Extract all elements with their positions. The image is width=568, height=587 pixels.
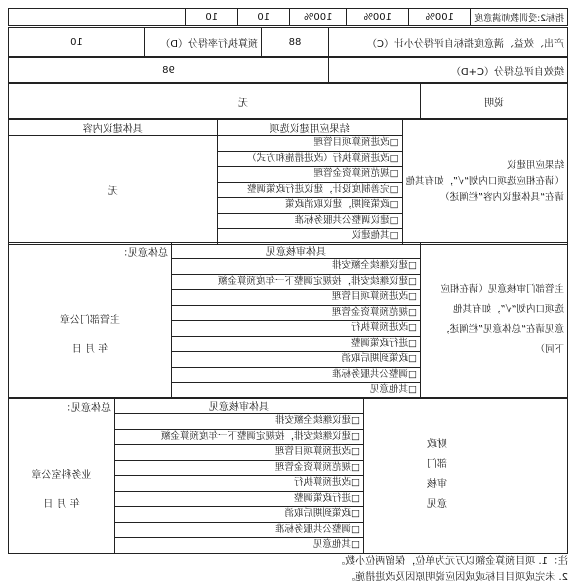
note-line: 2. 未完成项目目标或成因应说明原因及改进措施。: [345, 572, 568, 583]
finance-title-line: 财政: [427, 439, 447, 451]
dept-option[interactable]: □改进预算项目管理: [172, 290, 420, 306]
suggestion-option[interactable]: □建议调整公共服务标准: [218, 214, 402, 230]
finance-overall-cell: [9, 398, 115, 554]
explanation-label: 说明: [421, 84, 568, 119]
dept-option[interactable]: □规范预算资金管理: [172, 306, 420, 322]
suggestion-section: [8, 119, 568, 245]
top-row-cell: 100%: [409, 9, 471, 26]
dept-title-line: 主管部门审核意见（请在相应: [440, 284, 564, 296]
top-row-cell: 100%: [290, 9, 347, 26]
dept-title-line: 选项口内划“√”，如有其他: [453, 304, 564, 316]
suggestion-option[interactable]: □政策到期，建议取消政策: [218, 198, 402, 214]
budget-score-value: 10: [9, 28, 145, 57]
finance-option[interactable]: □规范预算资金管理: [115, 461, 363, 477]
dept-option[interactable]: □其他意见: [370, 384, 417, 395]
dept-title-line: 意见请在“总体意见”栏阐述，: [440, 324, 564, 336]
top-row-cell: 10: [238, 9, 290, 26]
dept-overall-label: 总体意见：: [118, 248, 168, 259]
finance-option[interactable]: □调整公共服务标准: [115, 523, 363, 539]
dept-seal: 主管部门公章: [60, 315, 120, 326]
dept-title-line: 下同）: [535, 344, 564, 356]
subtotal-value: 88: [262, 28, 329, 57]
dept-options-list: [172, 259, 421, 399]
dept-option[interactable]: □建议继续全额安排: [172, 259, 420, 275]
finance-detail-header: 具体审核意见: [115, 398, 364, 414]
suggestion-option[interactable]: □其他建议: [351, 230, 399, 241]
dept-option[interactable]: □政策到期后取消: [172, 352, 420, 368]
finance-date: 年 月 日: [43, 499, 80, 510]
dept-option[interactable]: □进行政策调整: [172, 337, 420, 353]
finance-option[interactable]: □其他意见: [313, 539, 360, 550]
dept-overall-cell: [9, 243, 172, 399]
dept-option[interactable]: □调整公共服务标准: [172, 368, 420, 384]
finance-options-list: [115, 414, 364, 554]
top-row-cell: 100%: [347, 9, 409, 26]
suggestion-title-line: 请在“具体建议内容”栏阐述）: [440, 191, 564, 203]
suggestion-content-header: 具体建议内容: [9, 120, 218, 136]
subtotal-label: 产出、效益、满意度指标自评得分小计（C）: [329, 28, 568, 57]
suggestion-title-line: 结果应用建议: [506, 159, 564, 171]
finance-option[interactable]: □建议继续全额安排: [115, 414, 363, 430]
score-subtotal-row: [8, 27, 568, 57]
total-score-value: 98: [9, 58, 329, 83]
total-score-label: 绩效自评总得分（C+D）: [329, 58, 568, 83]
suggestion-options-header: 结果应用建议选项: [217, 120, 402, 136]
top-row-cell: 10: [186, 9, 238, 26]
finance-review-title: [364, 398, 568, 554]
total-score-row: [8, 57, 568, 83]
finance-title-line: 部门: [427, 459, 447, 471]
suggestion-option[interactable]: □完善制度设计，建议进行政策调整: [218, 183, 402, 199]
dept-option[interactable]: □建议继续安排，按规定调整下一年度预算金额: [172, 275, 420, 291]
suggestion-title-line: （请在相应选项口内划“√”，如有其他: [405, 175, 564, 187]
finance-title-line: 意见: [427, 499, 447, 511]
finance-option[interactable]: □改进预算执行: [115, 476, 363, 492]
suggestion-title: [402, 120, 567, 245]
dept-option[interactable]: □改进预算执行: [172, 321, 420, 337]
finance-option[interactable]: □建议继续安排，按规定调整下一年度预算金额: [115, 430, 363, 446]
explanation-row: [8, 83, 568, 119]
suggestion-option[interactable]: □改进预算执行（改进措施和方式）: [218, 152, 402, 168]
finance-option[interactable]: □进行政策调整: [115, 492, 363, 508]
top-row-label: 指标2:受训教师满意度: [471, 9, 568, 26]
finance-option[interactable]: □改进预算项目管理: [115, 445, 363, 461]
budget-score-label: 预算执行率得分（D）: [145, 28, 262, 57]
finance-overall-label: 总体意见：: [61, 403, 111, 414]
finance-option[interactable]: □政策到期后取消: [115, 507, 363, 523]
dept-detail-header: 具体审核意见: [172, 243, 421, 259]
finance-review-section: [8, 397, 568, 554]
dept-review-section: [8, 242, 568, 399]
explanation-value: 无: [9, 84, 421, 119]
top-row-cell: [9, 9, 186, 26]
suggestion-options-list: [217, 136, 402, 245]
finance-seal: 业务科室公章: [31, 470, 92, 481]
dept-review-title: [421, 243, 568, 399]
note-line: 注：1. 项目预算金额以万元为单位，保留两位小数。: [335, 556, 568, 567]
suggestion-option[interactable]: □规范预算资金管理: [218, 167, 402, 183]
finance-title-line: 审核: [427, 479, 447, 491]
top-indicator-row: [8, 8, 568, 26]
dept-date: 年 月 日: [71, 344, 109, 355]
suggestion-option[interactable]: □改进预算项目管理: [218, 136, 402, 152]
suggestion-content: 无: [9, 136, 218, 245]
